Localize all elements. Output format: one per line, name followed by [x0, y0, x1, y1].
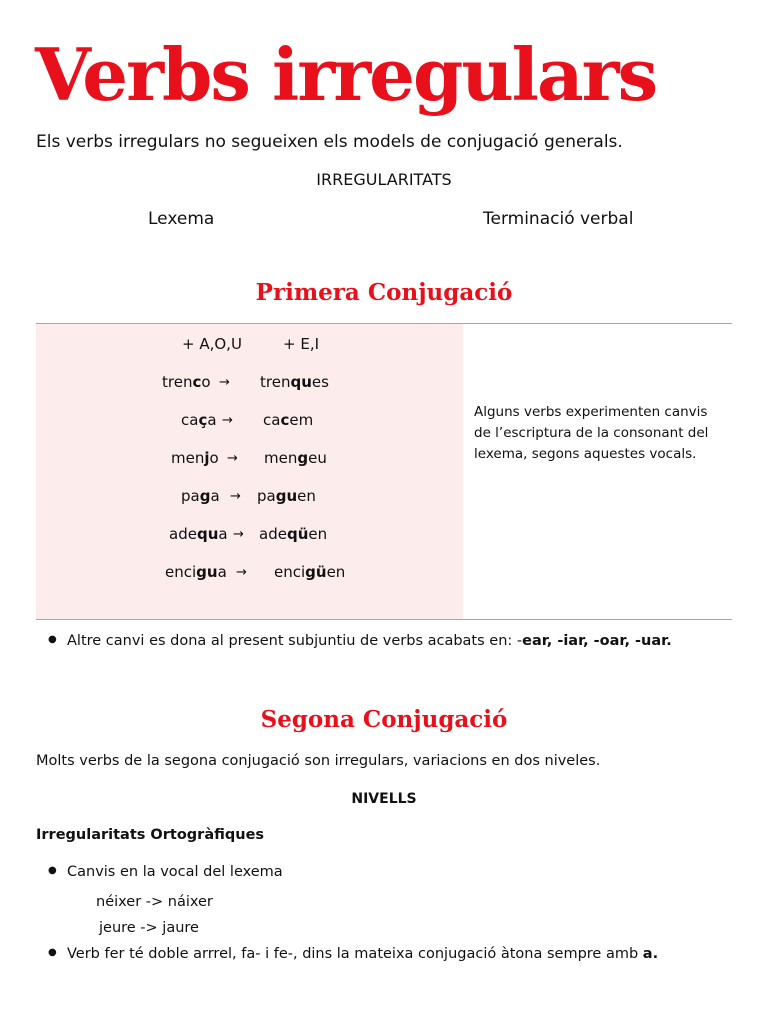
word-after: cacem [263, 411, 314, 429]
arrow-icon: → [227, 451, 238, 466]
word-before: caça [181, 411, 217, 429]
header-aou: + A,O,U [182, 335, 242, 353]
arrow-icon: → [233, 527, 244, 542]
terminacio-label: Terminació verbal [483, 209, 634, 229]
segona-conjugacio-heading: Segona Conjugació [260, 706, 508, 733]
primera-conjugacio-heading: Primera Conjugació [255, 279, 513, 306]
irregularitats-ortografiques-heading: Irregularitats Ortogràfiques [36, 827, 265, 843]
examples-cell [36, 324, 463, 619]
segona-intro: Molts verbs de la segona conjugació son irregulars, variacions en dos niveles. [36, 753, 601, 769]
bullet-bold-text: ear, -iar, -oar, -uar. [522, 633, 672, 649]
example-line: néixer -> náixer [96, 894, 213, 910]
word-before: paga [181, 487, 220, 505]
page-title: Verbs irregulars [35, 32, 657, 117]
intro-text: Els verbs irregulars no segueixen els models de conjugació generals. [36, 132, 623, 152]
bullet-text: Altre canvi es dona al present subjuntiu de verbs acabats en: - [67, 633, 523, 649]
word-before: adequa [169, 525, 228, 543]
nivells-heading: NIVELLS [351, 791, 417, 807]
word-after: paguen [257, 487, 316, 505]
arrow-icon: → [236, 565, 247, 580]
primera-description: Alguns verbs experimenten canvis de l’escriptura de la consonant del lexema, segons aquestes vocals. [474, 404, 709, 462]
example-line: jeure -> jaure [99, 920, 199, 936]
bullet-text: Verb fer té doble arrrel, fa- i fe-, dins la mateixa conjugació àtona sempre amb [67, 946, 643, 962]
primera-conjugacio-table [36, 323, 732, 620]
arrow-icon: → [230, 489, 241, 504]
word-after: adeqüen [259, 525, 328, 543]
lexema-label: Lexema [148, 209, 215, 229]
arrow-icon: → [219, 375, 230, 390]
irregularitats-heading: IRREGULARITATS [316, 170, 452, 189]
word-after: mengeu [264, 449, 327, 467]
header-ei: + E,I [283, 335, 320, 353]
bullet-text: Canvis en la vocal del lexema [67, 864, 283, 880]
arrow-icon: → [222, 413, 233, 428]
word-after: trenques [260, 373, 329, 391]
word-before: menjo [171, 449, 219, 467]
word-before: encigua [165, 563, 227, 581]
word-before: trenco [162, 373, 211, 391]
bullet-bold-text: a. [642, 946, 659, 962]
word-after: encigüen [274, 563, 346, 581]
